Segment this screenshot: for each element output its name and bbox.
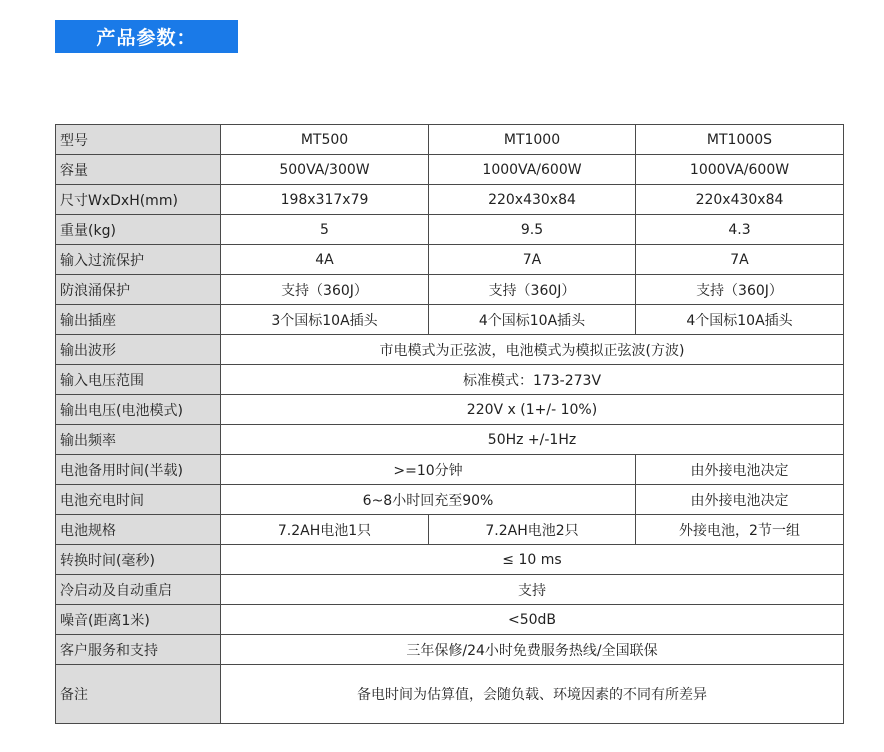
spec-table xyxy=(55,124,844,724)
row-label: 防浪涌保护 xyxy=(56,275,221,305)
table-cell: 标准模式：173-273V xyxy=(221,365,844,395)
table-row xyxy=(56,245,844,275)
column-header: MT500 xyxy=(221,125,429,155)
table-row xyxy=(56,485,844,515)
table-row xyxy=(56,125,844,155)
column-header: MT1000 xyxy=(429,125,636,155)
table-row xyxy=(56,575,844,605)
table-row xyxy=(56,425,844,455)
table-cell: 5 xyxy=(221,215,429,245)
row-label: 容量 xyxy=(56,155,221,185)
row-label: 输出频率 xyxy=(56,425,221,455)
table-cell: 4.3 xyxy=(636,215,844,245)
table-cell: 220x430x84 xyxy=(636,185,844,215)
row-label: 重量(kg) xyxy=(56,215,221,245)
table-cell: 220V x (1+/- 10%) xyxy=(221,395,844,425)
table-row xyxy=(56,335,844,365)
table-cell: ≤ 10 ms xyxy=(221,545,844,575)
table-cell: 4个国标10A插头 xyxy=(636,305,844,335)
table-cell: 备电时间为估算值，会随负载、环境因素的不同有所差异 xyxy=(221,665,844,724)
table-cell: 支持（360J） xyxy=(636,275,844,305)
table-row xyxy=(56,305,844,335)
table-row xyxy=(56,365,844,395)
row-label: 电池规格 xyxy=(56,515,221,545)
table-cell: 220x430x84 xyxy=(429,185,636,215)
table-row xyxy=(56,155,844,185)
table-cell: 7.2AH电池1只 xyxy=(221,515,429,545)
table-cell: 支持（360J） xyxy=(221,275,429,305)
row-label: 电池充电时间 xyxy=(56,485,221,515)
table-cell: 支持 xyxy=(221,575,844,605)
table-row xyxy=(56,665,844,724)
column-header: MT1000S xyxy=(636,125,844,155)
table-cell: 7A xyxy=(429,245,636,275)
table-cell: 198x317x79 xyxy=(221,185,429,215)
table-cell: 由外接电池决定 xyxy=(636,455,844,485)
table-row xyxy=(56,635,844,665)
table-cell: 9.5 xyxy=(429,215,636,245)
table-cell: 7A xyxy=(636,245,844,275)
table-row xyxy=(56,275,844,305)
table-cell: 6~8小时回充至90% xyxy=(221,485,636,515)
table-cell: 三年保修/24小时免费服务热线/全国联保 xyxy=(221,635,844,665)
row-label: 型号 xyxy=(56,125,221,155)
table-cell: 市电模式为正弦波，电池模式为模拟正弦波(方波) xyxy=(221,335,844,365)
table-cell: 4个国标10A插头 xyxy=(429,305,636,335)
row-label: 输出插座 xyxy=(56,305,221,335)
row-label: 输入电压范围 xyxy=(56,365,221,395)
table-row xyxy=(56,605,844,635)
table-row xyxy=(56,215,844,245)
row-label: 输出电压(电池模式) xyxy=(56,395,221,425)
table-row xyxy=(56,545,844,575)
table-row xyxy=(56,395,844,425)
table-cell: 50Hz +/-1Hz xyxy=(221,425,844,455)
table-cell: 支持（360J） xyxy=(429,275,636,305)
table-cell: 1000VA/600W xyxy=(636,155,844,185)
table-cell: 7.2AH电池2只 xyxy=(429,515,636,545)
table-cell: 3个国标10A插头 xyxy=(221,305,429,335)
row-label: 电池备用时间(半载) xyxy=(56,455,221,485)
table-cell: 1000VA/600W xyxy=(429,155,636,185)
row-label: 备注 xyxy=(56,665,221,724)
table-cell: 500VA/300W xyxy=(221,155,429,185)
table-cell: >=10分钟 xyxy=(221,455,636,485)
row-label: 输出波形 xyxy=(56,335,221,365)
row-label: 尺寸WxDxH(mm) xyxy=(56,185,221,215)
row-label: 转换时间(毫秒) xyxy=(56,545,221,575)
section-title: 产品参数： xyxy=(55,20,238,53)
table-cell: 4A xyxy=(221,245,429,275)
row-label: 噪音(距离1米) xyxy=(56,605,221,635)
table-row xyxy=(56,455,844,485)
table-cell: 由外接电池决定 xyxy=(636,485,844,515)
table-row xyxy=(56,515,844,545)
table-cell: <50dB xyxy=(221,605,844,635)
row-label: 冷启动及自动重启 xyxy=(56,575,221,605)
table-cell: 外接电池，2节一组 xyxy=(636,515,844,545)
row-label: 输入过流保护 xyxy=(56,245,221,275)
table-row xyxy=(56,185,844,215)
row-label: 客户服务和支持 xyxy=(56,635,221,665)
